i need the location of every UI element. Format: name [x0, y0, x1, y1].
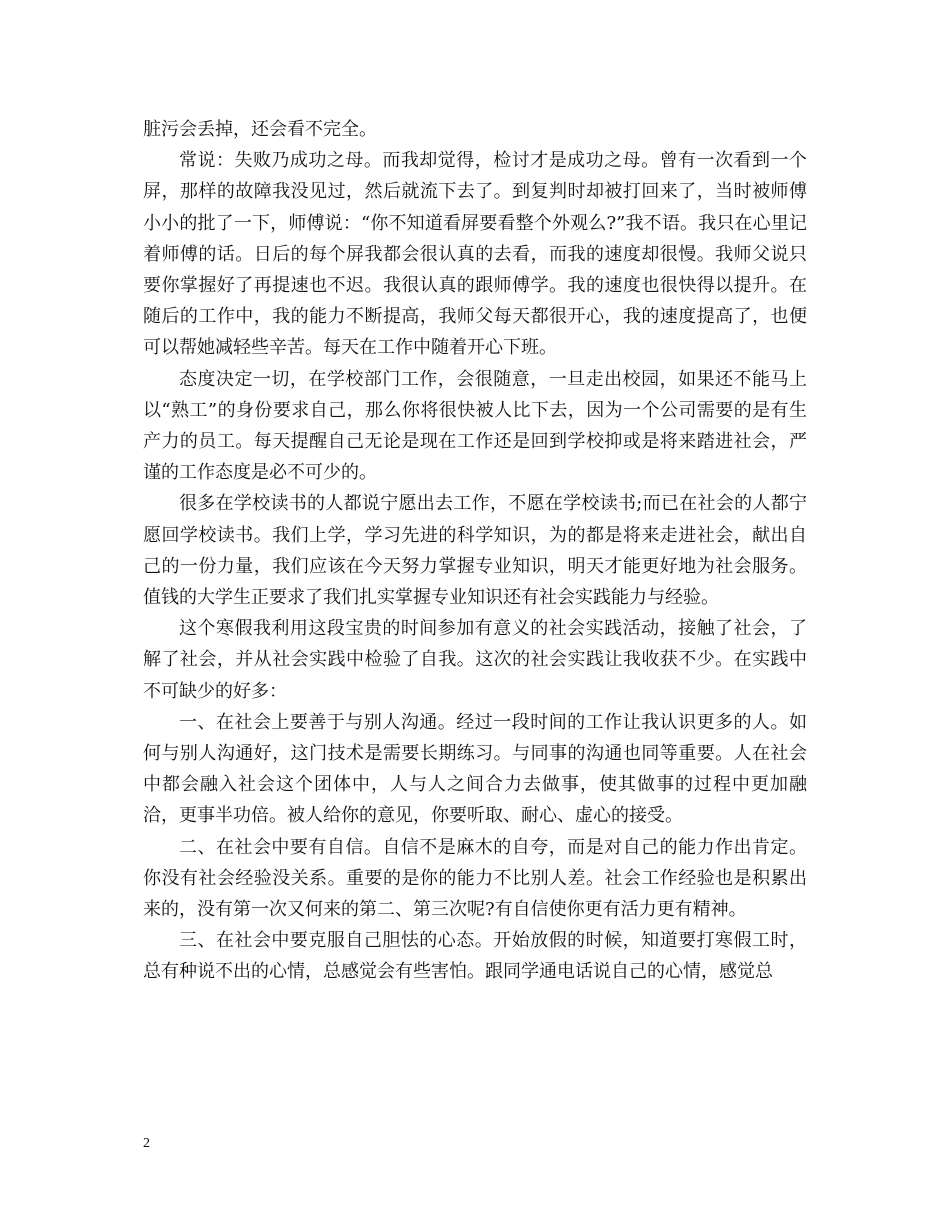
paragraph-point-two-confidence: 二、在社会中要有自信。自信不是麻木的自夸，而是对自己的能力作出肯定。你没有社会经验没关系。重要的是你的能力不比别人差。社会工作经验也是积累出来的，没有第一次又何来的第二、第三次呢?有自信使你更有活力更有精神。	[143, 836, 807, 921]
paragraph-attitude: 态度决定一切，在学校部门工作，会很随意，一旦走出校园，如果还不能马上以“熟工”的身份要求自己，那么你将很快被人比下去，因为一个公司需要的是有生产力的员工。每天提醒自己无论是现在工作还是回到学校抑或是将来踏进社会，严谨的工作态度是必不可少的。	[143, 368, 807, 484]
paragraph-winter-practice: 这个寒假我利用这段宝贵的时间参加有意义的社会实践活动，接触了社会，了解了社会，并从社会实践中检验了自我。这次的社会实践让我收获不少。在实践中不可缺少的好多：	[143, 618, 807, 702]
paragraph-point-one-communication: 一、在社会上要善于与别人沟通。经过一段时间的工作让我认识更多的人。如何与别人沟通好，这门技术是需要长期练习。与同事的沟通也同等重要。人在社会中都会融入社会这个团体中，人与人之间合力去做事，使其做事的过程中更加融洽，更事半功倍。被人给你的意见，你要听取、耐心、虚心的接受。	[143, 711, 807, 827]
paragraph-study-vs-work: 很多在学校读书的人都说宁愿出去工作，不愿在学校读书;而已在社会的人都宁愿回学校读书。我们上学，学习先进的科学知识，为的都是将来走进社会，献出自己的一份力量，我们应该在今天努力掌握专业知识，明天才能更好地为社会服务。值钱的大学生正要求了我们扎实掌握专业知识还有社会实践能力与经验。	[143, 493, 807, 609]
paragraph-failure-and-reflection: 常说：失败乃成功之母。而我却觉得，检讨才是成功之母。曾有一次看到一个屏，那样的故障我没见过，然后就流下去了。到复判时却被打回来了，当时被师傅小小的批了一下，师傅说：“你不知道看屏要看整个外观么?”我不语。我只在心里记着师傅的话。日后的每个屏我都会很认真的去看，而我的速度却很慢。我师父说只要你掌握好了再提速也不迟。我很认真的跟师傅学。我的速度也很快得以提升。在随后的工作中，我的能力不断提高，我师父每天都很开心，我的速度提高了，也便可以帮她减轻些辛苦。每天在工作中随着开心下班。	[143, 150, 807, 359]
document-body	[143, 114, 807, 988]
paragraph-point-three-timidity: 三、在社会中要克服自己胆怯的心态。开始放假的时候，知道要打寒假工时，总有种说不出的心情，总感觉会有些害怕。跟同学通电话说自己的心情，感觉总	[143, 930, 807, 983]
page-number: 2	[143, 1136, 150, 1151]
paragraph-continued: 脏污会丢掉，还会看不完全。	[143, 119, 377, 140]
